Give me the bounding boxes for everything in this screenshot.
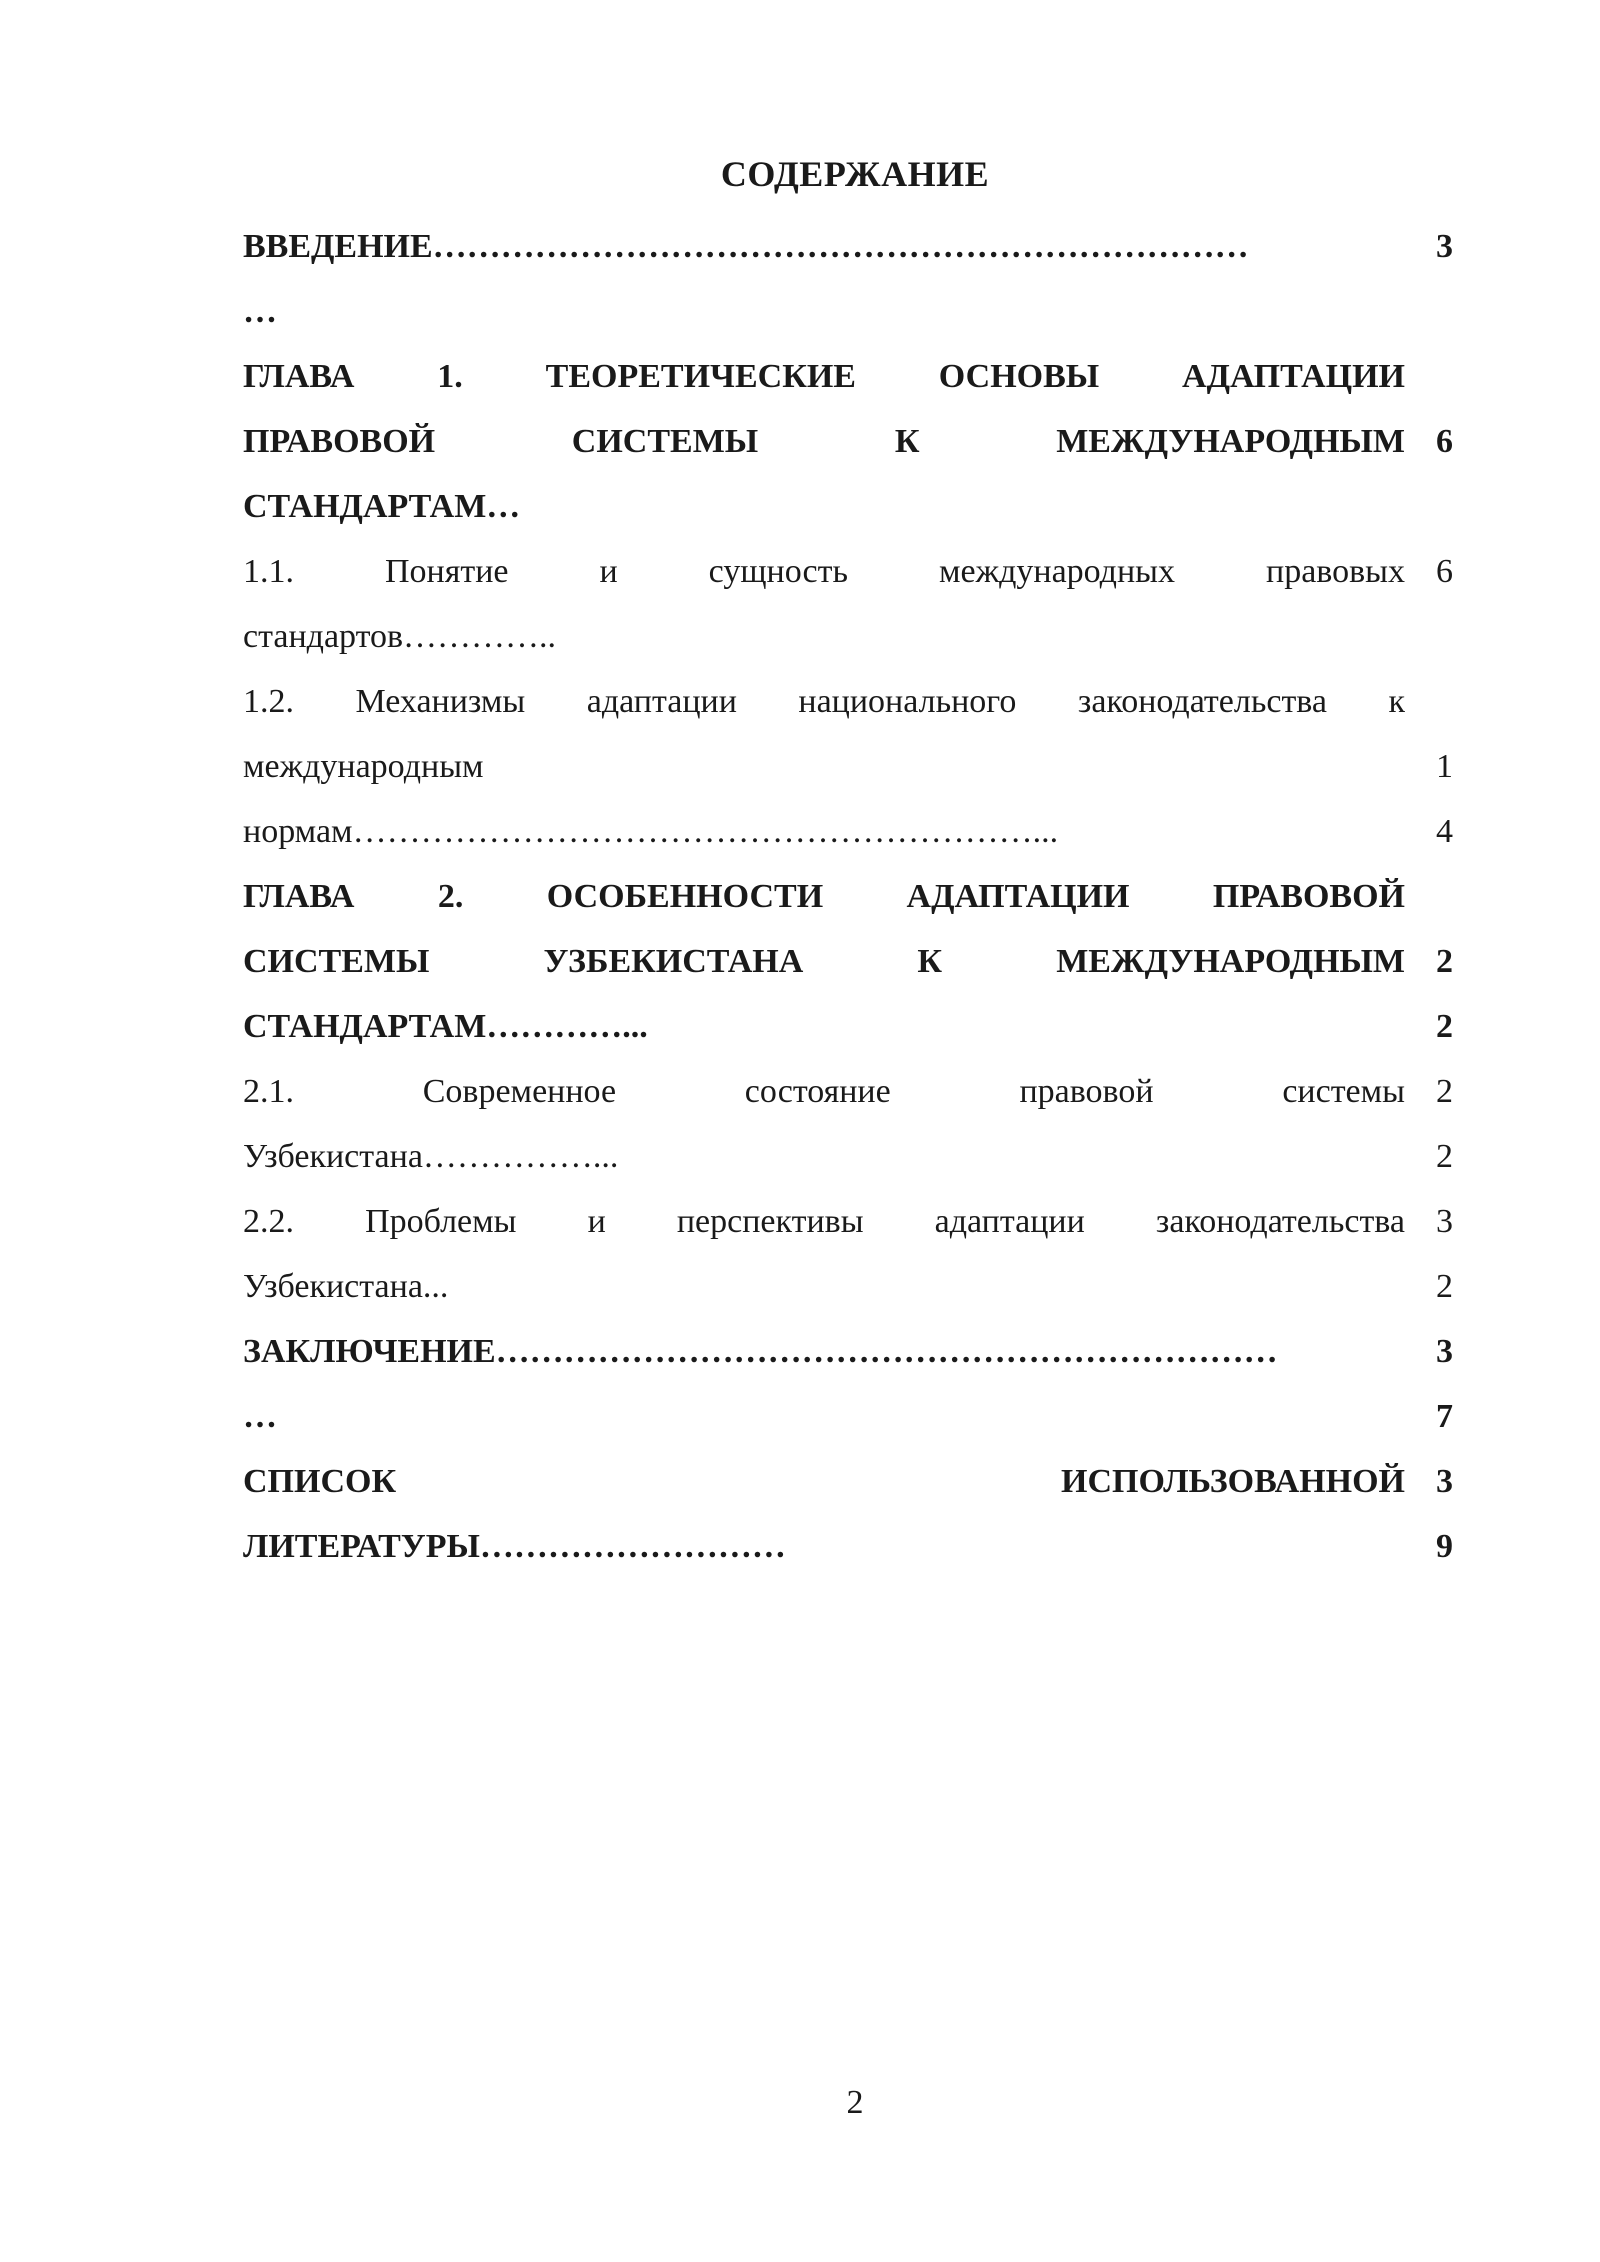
toc-page-number: 6 [1436, 553, 1453, 590]
toc-entry-line: СТАНДАРТАМ… [243, 488, 521, 525]
table-of-contents [243, 214, 1453, 1579]
toc-page-number: 2 [1436, 1268, 1453, 1305]
toc-entry-line: 1.2. Механизмы адаптации национального законодательства к [243, 683, 1405, 720]
toc-entry-section-2-1 [243, 1059, 1453, 1189]
toc-entry-line: 1.1. Понятие и сущность международных правовых [243, 553, 1405, 590]
toc-entry-line: СПИСОК ИСПОЛЬЗОВАННОЙ [243, 1463, 1405, 1500]
toc-page-number: 2 [1436, 943, 1453, 980]
toc-entry-chapter-1 [243, 344, 1453, 539]
toc-page-number: 2 [1436, 1008, 1453, 1045]
toc-entry-line: … [243, 293, 277, 330]
toc-page-number [1405, 604, 1453, 669]
toc-entry-section-2-2 [243, 1189, 1453, 1319]
toc-entry-line: ЗАКЛЮЧЕНИЕ…………………………………………………………… [243, 1333, 1278, 1370]
toc-page-number: 3 [1436, 1203, 1453, 1240]
toc-entry-line: СИСТЕМЫ УЗБЕКИСТАНА К МЕЖДУНАРОДНЫМ [243, 943, 1405, 980]
page-number: 2 [846, 2084, 864, 2121]
toc-entry-line: ГЛАВА 1. ТЕОРЕТИЧЕСКИЕ ОСНОВЫ АДАПТАЦИИ [243, 358, 1405, 395]
toc-entry-references [243, 1449, 1453, 1579]
toc-page-number [1405, 864, 1453, 929]
toc-page-number: 3 [1436, 1463, 1453, 1500]
toc-entry-chapter-2 [243, 864, 1453, 1059]
toc-page-number [1405, 279, 1453, 344]
toc-entry-line: 2.2. Проблемы и перспективы адаптации законодательства [243, 1203, 1405, 1240]
toc-entry-line: Узбекистана... [243, 1268, 449, 1305]
toc-entry-line: ЛИТЕРАТУРЫ……………………… [243, 1528, 786, 1565]
toc-entry-line: международным [243, 748, 484, 785]
toc-page-number: 6 [1436, 423, 1453, 460]
toc-entry-line: ВВЕДЕНИЕ……………………………………………………………… [243, 228, 1249, 265]
toc-entry-line: стандартов………….. [243, 618, 557, 655]
toc-entry-line: Узбекистана……………... [243, 1138, 619, 1175]
toc-entry-line: нормам……………………………………………………... [243, 813, 1059, 850]
toc-entry-line: 2.1. Современное состояние правовой системы [243, 1073, 1405, 1110]
toc-entry-introduction [243, 214, 1453, 344]
page-title: СОДЕРЖАНИЕ [720, 154, 990, 194]
toc-page-number: 1 [1436, 748, 1453, 785]
toc-page-number: 7 [1436, 1398, 1453, 1435]
toc-page-number: 9 [1436, 1528, 1453, 1565]
toc-entry-conclusion [243, 1319, 1453, 1449]
toc-page-number [1405, 669, 1453, 734]
toc-entry-section-1-2 [243, 669, 1453, 864]
toc-entry-section-1-1 [243, 539, 1453, 669]
toc-entry-line: … [243, 1398, 277, 1435]
toc-page-number: 4 [1436, 813, 1453, 850]
toc-page-number: 2 [1436, 1138, 1453, 1175]
toc-page-number [1405, 474, 1453, 539]
toc-page-number [1405, 344, 1453, 409]
toc-page-number: 3 [1436, 228, 1453, 265]
toc-page-number: 3 [1436, 1333, 1453, 1370]
toc-entry-line: ГЛАВА 2. ОСОБЕННОСТИ АДАПТАЦИИ ПРАВОВОЙ [243, 878, 1405, 915]
toc-entry-line: СТАНДАРТАМ…………... [243, 1008, 648, 1045]
toc-entry-line: ПРАВОВОЙ СИСТЕМЫ К МЕЖДУНАРОДНЫМ [243, 423, 1405, 460]
toc-page-number: 2 [1436, 1073, 1453, 1110]
